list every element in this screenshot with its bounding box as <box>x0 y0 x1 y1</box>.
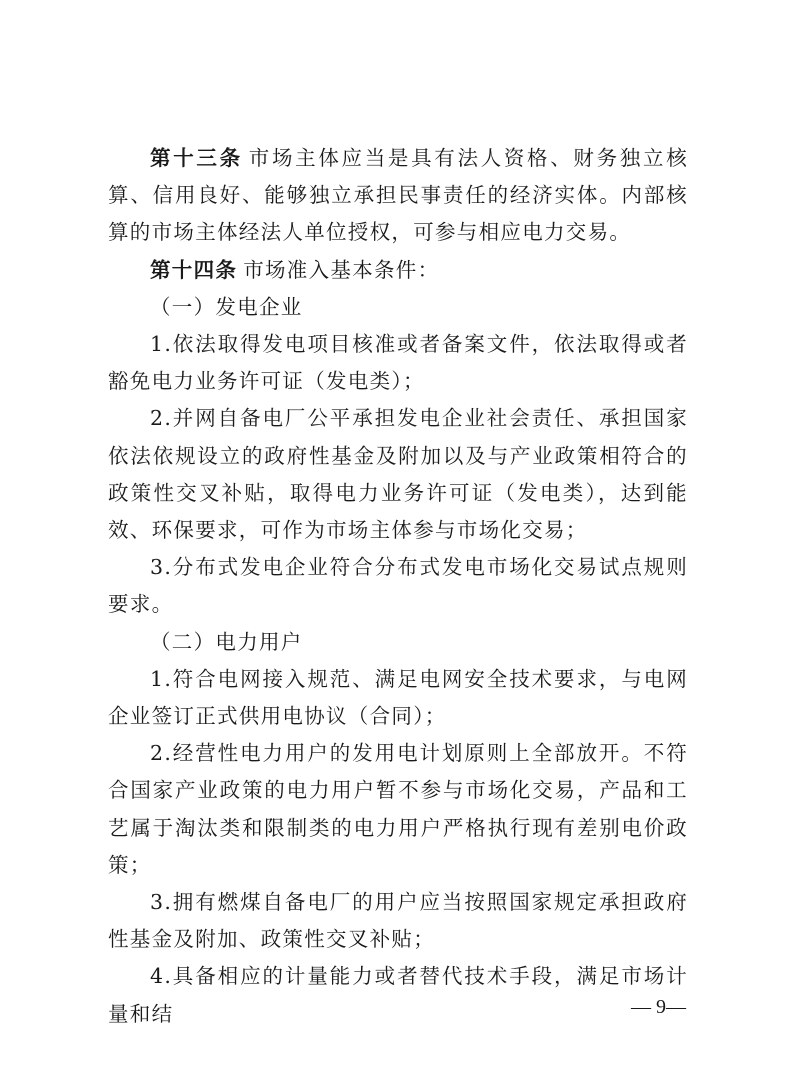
article-number: 第十四条 <box>150 257 238 282</box>
paragraph: 4.具备相应的计量能力或者替代技术手段，满足市场计量和结 <box>108 964 688 1026</box>
paragraph-text: 市场主体应当是具有法人资格、财务独立核算、信用良好、能够独立承担民事责任的经济实体。内部核算的市场主体经法人单位授权，可参与相应电力交易。 <box>108 146 688 245</box>
page-number: — 9— <box>631 996 686 1018</box>
paragraph: 3.分布式发电企业符合分布式发电市场化交易试点规则要求。 <box>108 555 688 617</box>
paragraph: 2.经营性电力用户的发用电计划原则上全部放开。不符合国家产业政策的电力用户暂不参与市场化交易，产品和工艺属于淘汰类和限制类的电力用户严格执行现有差别电价政策； <box>108 741 688 877</box>
paragraph: 2.并网自备电厂公平承担发电企业社会责任、承担国家依法依规设立的政府性基金及附加以及与产业政策相符合的政策性交叉补贴，取得电力业务许可证（发电类），达到能效、环保要求，可作为市场主体参与市场化交易； <box>108 406 688 543</box>
document-body <box>108 140 688 1033</box>
paragraph: 3.拥有燃煤自备电厂的用户应当按照国家规定承担政府性基金及附加、政策性交叉补贴； <box>108 890 688 952</box>
paragraph-article-14 <box>108 252 688 289</box>
paragraph-text: 市场准入基本条件： <box>243 257 440 282</box>
section-heading-generation: （一）发电企业 <box>150 294 303 319</box>
paragraph-article-13 <box>108 140 688 252</box>
paragraph: 1.依法取得发电项目核准或者备案文件，依法取得或者豁免电力业务许可证（发电类）； <box>108 332 688 394</box>
section-heading-users: （二）电力用户 <box>150 629 303 654</box>
article-number: 第十三条 <box>150 146 243 170</box>
paragraph: 1.符合电网接入规范、满足电网安全技术要求，与电网企业签订正式供用电协议（合同）； <box>108 666 688 729</box>
